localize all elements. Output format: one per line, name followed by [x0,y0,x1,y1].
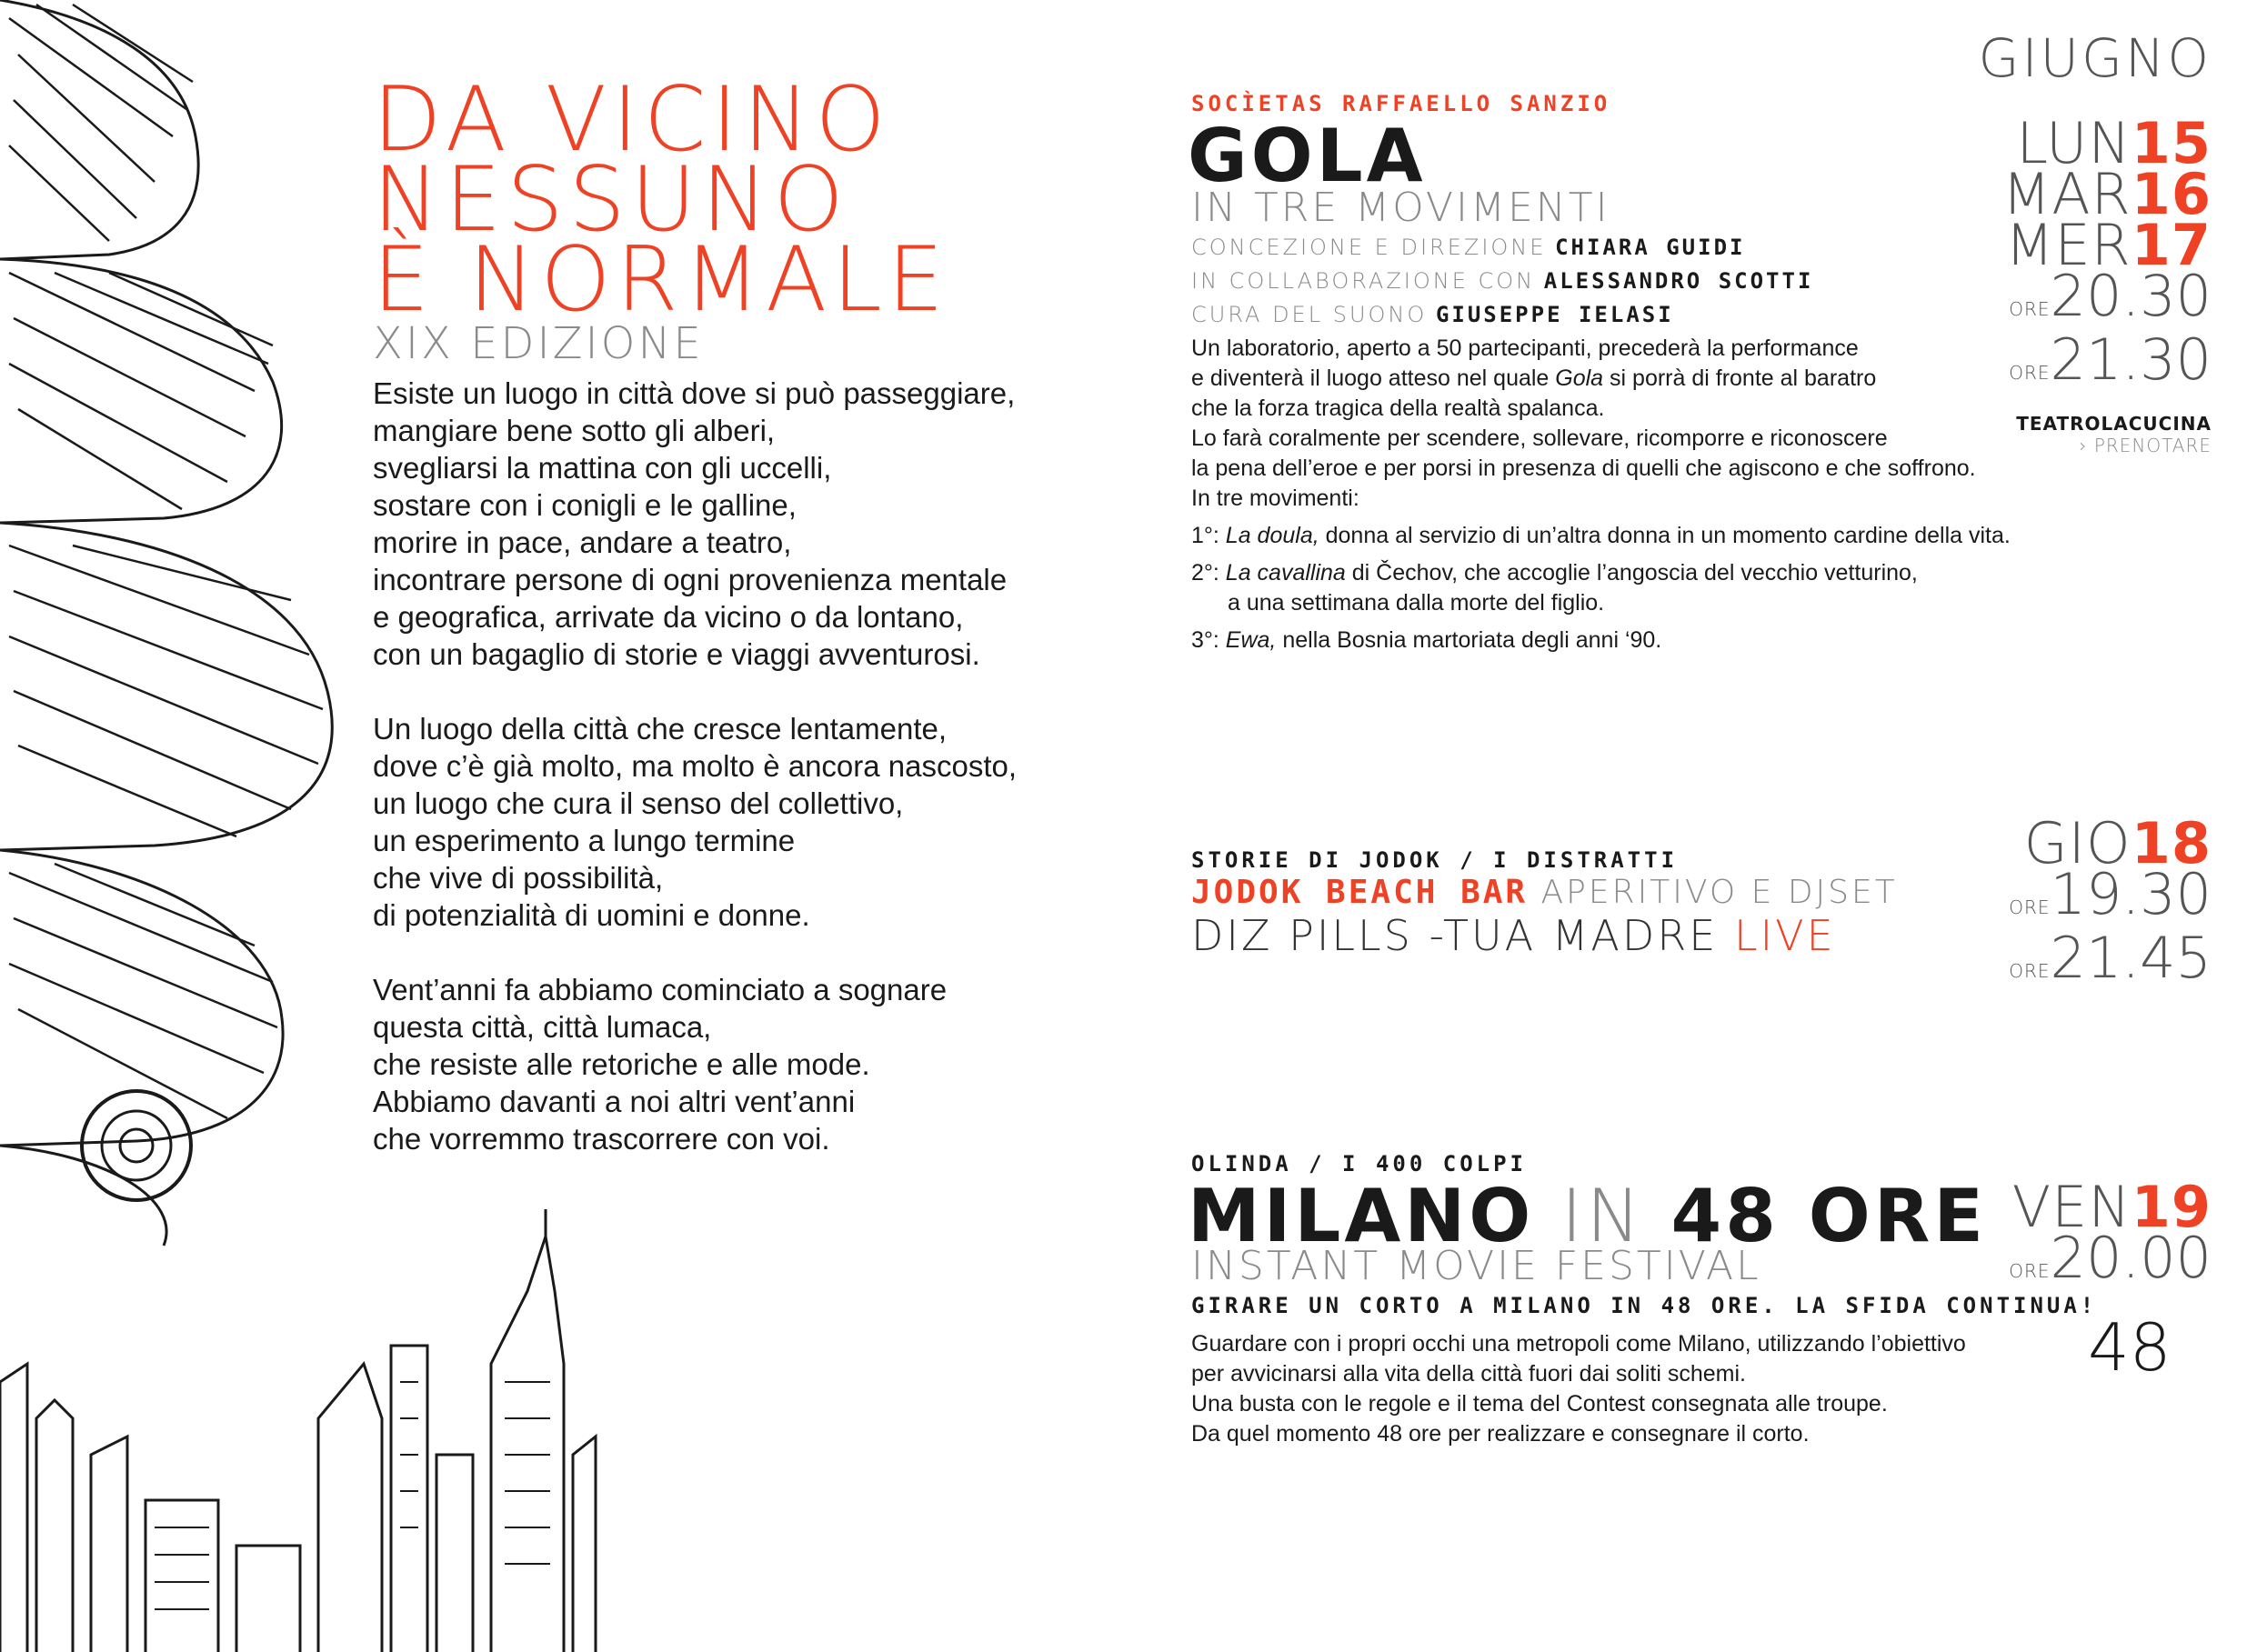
desc-line: Da quel momento 48 ore per realizzare e consegnare il corto. [1191,1421,1810,1447]
desc-line: In tre movimenti: [1191,486,1359,511]
movement-desc: nella Bosnia martoriata degli anni ‘90. [1276,627,1662,653]
desc-line: Una busta con le regole e il tema del Contest consegnata alle troupe. [1191,1391,1888,1417]
movement-num: 2°: [1191,560,1226,586]
intro-line: incontrare persone di ogni provenienza mentale [373,563,1008,596]
time-row [2002,263,2212,335]
movement-item [1191,558,2011,588]
event1-title: GOLA [1188,114,1427,198]
credit-role: IN COLLABORAZIONE CON [1191,268,1536,294]
intro-line: Esiste un luogo in città dove si può passeggiare, [373,376,1016,410]
time-prefix: ORE [2009,896,2051,918]
credit-role: CURA DEL SUONO [1191,302,1428,327]
movement-desc: donna al servizio di un’altra donna in un momento cardine della vita. [1319,523,2011,548]
event3-subtitle: INSTANT MOVIE FESTIVAL [1191,1243,1761,1289]
intro-paragraph [373,971,1028,1157]
movement-num: 1°: [1191,523,1226,548]
intro-line: un esperimento a lungo termine [373,824,796,857]
intro-line: Un luogo della città che cresce lentamente, [373,712,948,746]
event2-bar-desc: APERITIVO E DJSET [1528,874,1898,911]
day-number: 18 [2131,810,2212,876]
intro-line: mangiare bene sotto gli alberi, [373,414,776,447]
festival-48-logo: 48 [2088,1309,2172,1386]
desc-line: la pena dell’eroe e per porsi in presenza di quelli che agiscono e che soffrono. [1191,456,1976,481]
intro-paragraph [373,375,1028,673]
event2-bar-line [1191,873,1898,911]
event1-dates [2001,110,2212,456]
day-number: 15 [2131,110,2212,176]
movement-desc-cont: a una settimana dalla morte del figlio. [1228,590,1605,616]
time-row [2002,326,2212,398]
time-prefix: ORE [2009,960,2051,982]
intro-line: un luogo che cura il senso del collettivo, [373,786,904,820]
edition-label: XIX EDIZIONE [373,318,704,369]
event3-tagline: GIRARE UN CORTO A MILANO IN 48 ORE. LA SFIDA CONTINUA! [1191,1293,2098,1318]
event2-live-tag: LIVE [1733,911,1836,960]
movement-title: La doula, [1225,523,1319,548]
intro-line: svegliarsi la mattina con gli uccelli, [373,451,832,485]
desc-line: che la forza tragica della realtà spalanca. [1191,395,1605,421]
intro-line: e geografica, arrivate da vicino o da lontano, [373,600,964,634]
festival-title [373,68,949,332]
time-prefix: ORE [2009,1260,2051,1282]
intro-line: che resiste alle retoriche e alle mode. [373,1047,870,1081]
movement-desc: di Čechov, che accoglie l’angoscia del vecchio vetturino, [1345,560,1918,586]
desc-line: Lo farà coralmente per scendere, sollevare, ricomporre e riconoscere [1191,426,1888,451]
festival-title-line: È NORMALE [373,228,949,332]
credit-row [1191,265,1813,298]
desc-line: per avvicinarsi alla vita della città fuori dai soliti schemi. [1191,1361,1746,1387]
desc-line [1191,364,2011,394]
day-name: GIO [2023,810,2132,876]
day-name: MAR [2001,161,2132,227]
day-number: 19 [2131,1174,2212,1240]
intro-text [373,375,1028,1195]
intro-line: sostare con i conigli e le galline, [373,488,797,522]
movement-title: La cavallina [1225,560,1346,586]
time-row [2009,925,2212,996]
month-label: GIUGNO [1978,27,2212,89]
desc-line: Guardare con i propri occhi una metropoli come Milano, utilizzando l’obiettivo [1191,1331,1966,1357]
intro-line: di potenzialità di uomini e donne. [373,898,810,932]
credit-name: GIUSEPPE IELASI [1435,302,1674,327]
desc-segment: e diventerà il luogo atteso nel quale [1191,365,1556,391]
day-name: LUN [2016,110,2132,176]
desc-italic: Gola [1555,365,1604,391]
event2-bar-name: JODOK BEACH BAR [1191,874,1529,911]
time-value: 19.30 [2050,861,2212,927]
intro-line: Vent’anni fa abbiamo cominciato a sognare [373,973,948,1006]
time-row [2009,861,2212,933]
time-prefix: ORE [2009,362,2051,384]
day-number: 17 [2131,212,2212,278]
event2-live-line [1191,911,1836,960]
event3-title-part: 48 ORE [1670,1174,1987,1258]
day-name: MER [2004,212,2132,278]
event3-kicker: OLINDA / I 400 COLPI [1191,1151,1527,1176]
event3-title-part: MILANO [1188,1174,1535,1258]
event2-dates [2009,810,2212,996]
event2-live-artists: DIZ PILLS -TUA MADRE [1191,911,1734,960]
event3-description [1191,1329,1966,1449]
event1-subtitle: IN TRE MOVIMENTI [1191,185,1610,231]
credit-name: ALESSANDRO SCOTTI [1543,268,1814,294]
desc-segment: si porrà di fronte al baratro [1603,365,1877,391]
time-prefix: ORE [2009,298,2051,320]
time-value: 20.30 [2050,263,2212,329]
event3-title-part: IN [1534,1174,1671,1258]
intro-line: Abbiamo davanti a noi altri vent’anni [373,1085,856,1118]
movement-num: 3°: [1191,627,1226,653]
movement-item [1191,626,2011,656]
intro-line: che vorremmo trascorrere con voi. [373,1122,830,1156]
intro-line: questa città, città lumaca, [373,1010,712,1044]
event1-company: SOCÌETAS RAFFAELLO SANZIO [1191,91,1611,116]
event3-title [1188,1174,1987,1258]
movement-title: Ewa, [1225,627,1277,653]
day-name: VEN [2011,1174,2132,1240]
credit-name: CHIARA GUIDI [1555,235,1746,260]
desc-line: Un laboratorio, aperto a 50 partecipanti, precederà la performance [1191,335,1859,361]
time-row [2009,1225,2212,1297]
credit-row [1191,298,1813,332]
movement-item [1191,521,2011,551]
festival-title-line: DA VICINO [373,68,891,172]
time-value: 20.00 [2050,1225,2212,1291]
event3-dates [2009,1174,2212,1297]
event1-description [1191,334,2011,656]
event2-kicker: STORIE DI JODOK / I DISTRATTI [1191,847,1679,873]
booking-link[interactable]: › PRENOTARE [2079,435,2212,456]
intro-line: morire in pace, andare a teatro, [373,526,792,559]
time-value: 21.45 [2050,925,2212,991]
day-number: 16 [2131,161,2212,227]
venue-label: TEATROLACUCINA [2016,413,2212,435]
event1-credits [1191,231,1813,332]
festival-title-line: NESSUNO [373,148,849,252]
intro-paragraph [373,710,1028,934]
intro-line: che vive di possibilità, [373,861,664,895]
credit-role: CONCEZIONE E DIREZIONE [1191,235,1547,260]
intro-line: con un bagaglio di storie e viaggi avventurosi. [373,637,980,671]
intro-line: dove c’è già molto, ma molto è ancora nascosto, [373,749,1018,783]
credit-row [1191,231,1813,265]
time-value: 21.30 [2050,326,2212,393]
